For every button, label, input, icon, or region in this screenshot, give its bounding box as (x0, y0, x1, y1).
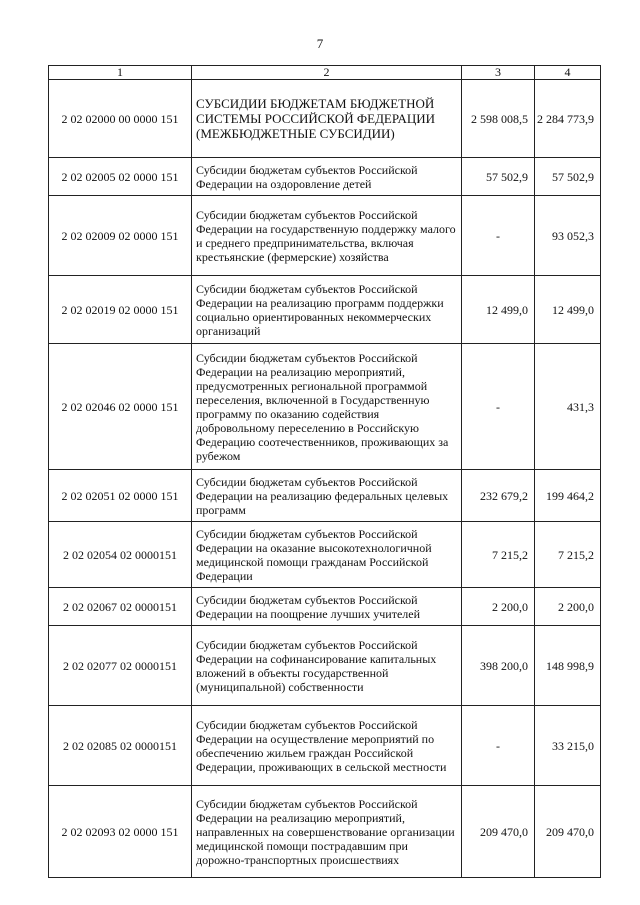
budget-code: 2 02 02051 02 0000 151 (49, 470, 192, 522)
budget-item-name: Субсидии бюджетам субъектов Российской Федерации на реализацию мероприятий, направленных на совершенствование организации медицинской помощи пострадавшим при дорожно-транспортных происшествиях (192, 786, 462, 878)
budget-code: 2 02 02046 02 0000 151 (49, 344, 192, 470)
table-row (49, 470, 601, 522)
budget-code: 2 02 02000 00 0000 151 (49, 80, 192, 158)
column-header: 3 (462, 66, 535, 80)
amount-col4: 199 464,2 (535, 470, 601, 522)
amount-col3: - (462, 706, 535, 786)
budget-item-name: Субсидии бюджетам субъектов Российской Федерации на реализацию мероприятий, предусмотренных региональной программой переселения, включенной в Государственную программу по оказанию содействия добровольному переселению в Российскую Федерацию соотечественников, проживающих за рубежом (192, 344, 462, 470)
budget-code: 2 02 02093 02 0000 151 (49, 786, 192, 878)
budget-item-name: Субсидии бюджетам субъектов Российской Федерации на оказание высокотехнологичной медицинской помощи гражданам Российской Федерации (192, 522, 462, 588)
budget-table (48, 65, 601, 878)
amount-col3: 7 215,2 (462, 522, 535, 588)
amount-col3: 57 502,9 (462, 158, 535, 196)
column-header: 4 (535, 66, 601, 80)
table-header-row (49, 66, 601, 80)
amount-col3: 2 598 008,5 (462, 80, 535, 158)
amount-col4: 431,3 (535, 344, 601, 470)
table-row (49, 522, 601, 588)
budget-code: 2 02 02067 02 0000151 (49, 588, 192, 626)
amount-col3: 398 200,0 (462, 626, 535, 706)
budget-code: 2 02 02009 02 0000 151 (49, 196, 192, 276)
table-row (49, 276, 601, 344)
table-row (49, 588, 601, 626)
amount-col4: 7 215,2 (535, 522, 601, 588)
budget-item-name: Субсидии бюджетам субъектов Российской Федерации на оздоровление детей (192, 158, 462, 196)
table-row (49, 80, 601, 158)
table-row (49, 158, 601, 196)
amount-col4: 209 470,0 (535, 786, 601, 878)
budget-item-name: Субсидии бюджетам субъектов Российской Федерации на поощрение лучших учителей (192, 588, 462, 626)
amount-col4: 93 052,3 (535, 196, 601, 276)
budget-code: 2 02 02005 02 0000 151 (49, 158, 192, 196)
amount-col4: 57 502,9 (535, 158, 601, 196)
amount-col3: 2 200,0 (462, 588, 535, 626)
budget-item-name: СУБСИДИИ БЮДЖЕТАМ БЮДЖЕТНОЙ СИСТЕМЫ РОССИЙСКОЙ ФЕДЕРАЦИИ (МЕЖБЮДЖЕТНЫЕ СУБСИДИИ) (192, 80, 462, 158)
amount-col4: 2 284 773,9 (535, 80, 601, 158)
table-row (49, 626, 601, 706)
amount-col4: 33 215,0 (535, 706, 601, 786)
table-row (49, 786, 601, 878)
budget-code: 2 02 02085 02 0000151 (49, 706, 192, 786)
amount-col3: 209 470,0 (462, 786, 535, 878)
table-row (49, 196, 601, 276)
column-header: 1 (49, 66, 192, 80)
budget-item-name: Субсидии бюджетам субъектов Российской Федерации на осуществление мероприятий по обеспечению жильем граждан Российской Федерации, проживающих в сельской местности (192, 706, 462, 786)
amount-col3: 232 679,2 (462, 470, 535, 522)
budget-item-name: Субсидии бюджетам субъектов Российской Федерации на реализацию федеральных целевых программ (192, 470, 462, 522)
budget-item-name: Субсидии бюджетам субъектов Российской Федерации на реализацию программ поддержки социально ориентированных некоммерческих организаций (192, 276, 462, 344)
column-header: 2 (192, 66, 462, 80)
budget-code: 2 02 02054 02 0000151 (49, 522, 192, 588)
amount-col4: 2 200,0 (535, 588, 601, 626)
amount-col4: 148 998,9 (535, 626, 601, 706)
amount-col4: 12 499,0 (535, 276, 601, 344)
amount-col3: 12 499,0 (462, 276, 535, 344)
table-row (49, 344, 601, 470)
amount-col3: - (462, 196, 535, 276)
table-row (49, 706, 601, 786)
budget-item-name: Субсидии бюджетам субъектов Российской Федерации на государственную поддержку малого и среднего предпринимательства, включая крестьянские (фермерские) хозяйства (192, 196, 462, 276)
budget-code: 2 02 02077 02 0000151 (49, 626, 192, 706)
budget-code: 2 02 02019 02 0000 151 (49, 276, 192, 344)
amount-col3: - (462, 344, 535, 470)
budget-item-name: Субсидии бюджетам субъектов Российской Федерации на софинансирование капитальных вложений в объекты государственной (муниципальной) собственности (192, 626, 462, 706)
page-number: 7 (316, 36, 324, 51)
